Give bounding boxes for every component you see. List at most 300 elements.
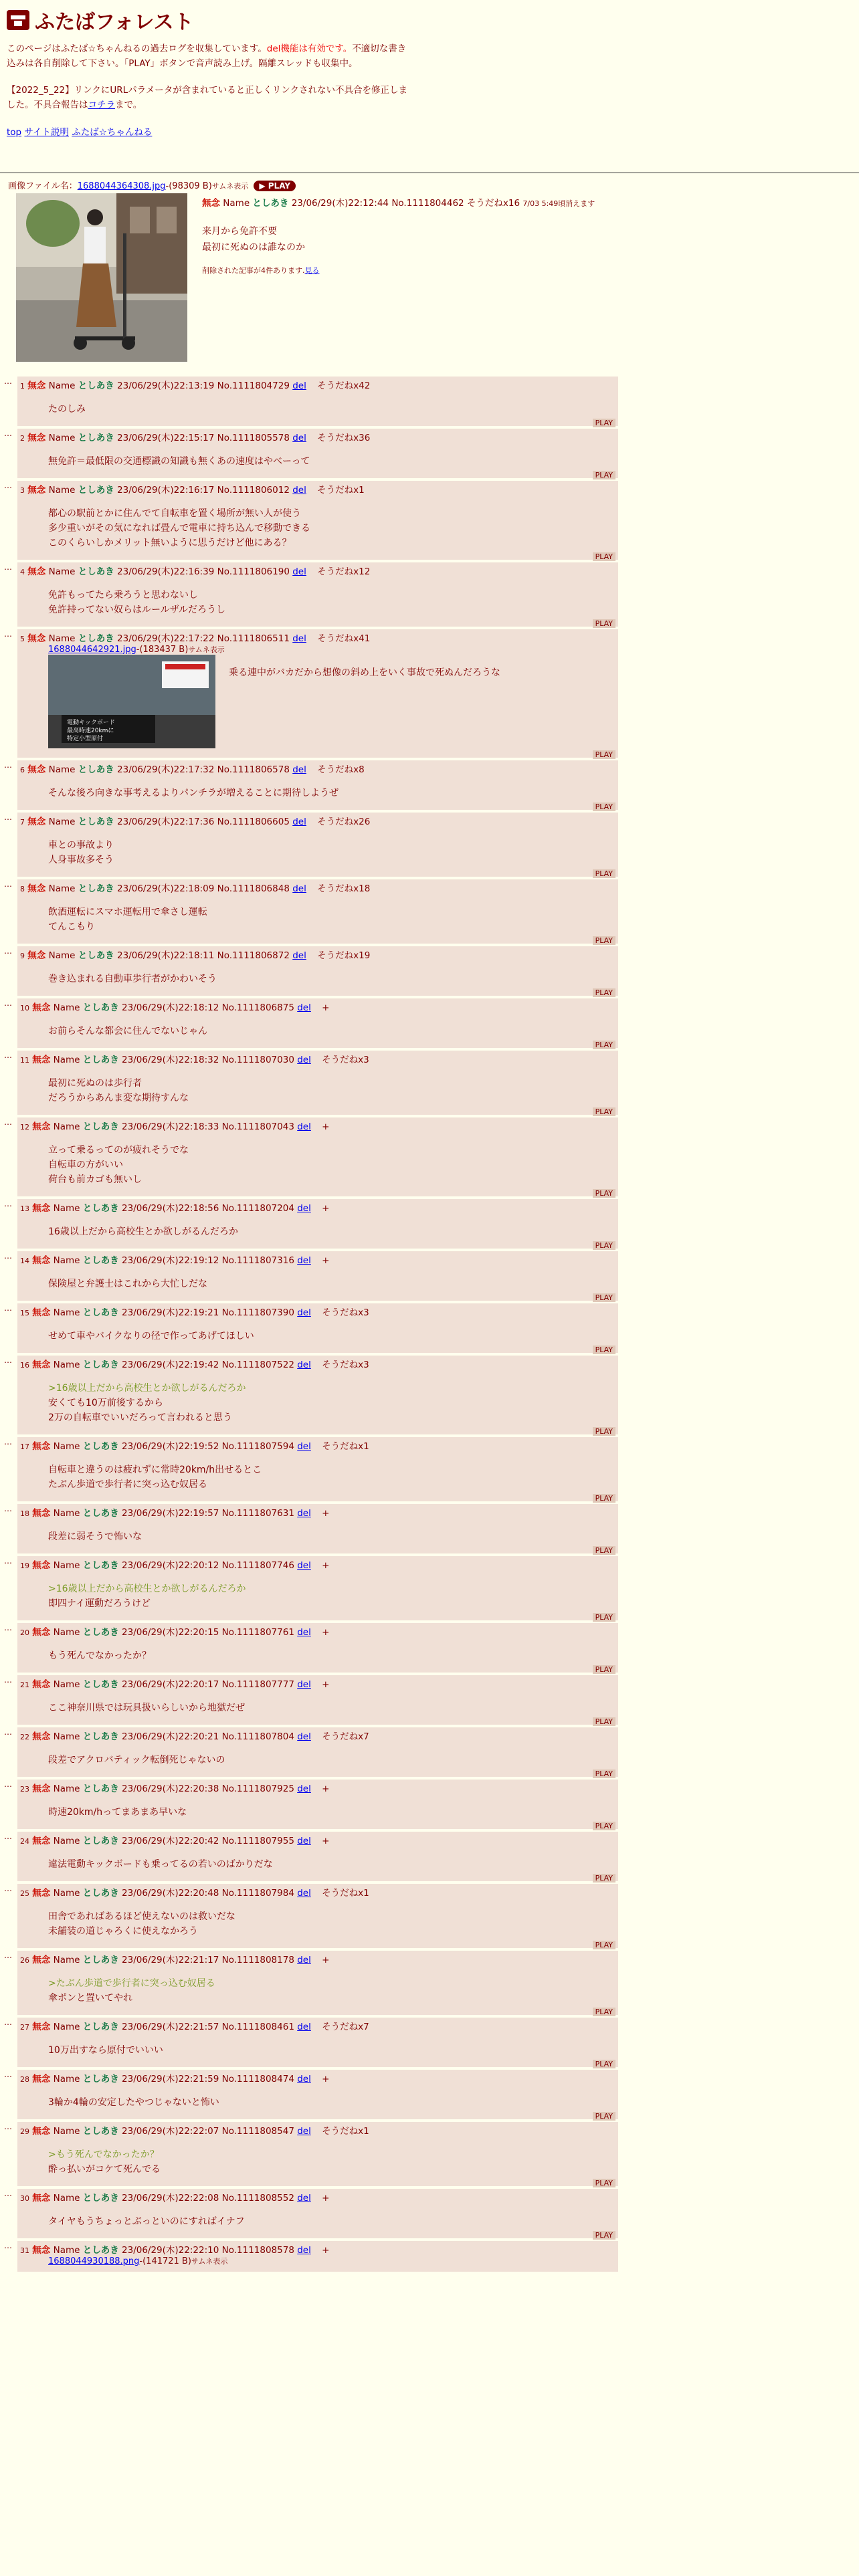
reply-line: 乗る連中がバカだから想像の斜め上をいく事故で死ぬんだろうな — [229, 667, 500, 678]
reply-line: ここ神奈川県では玩具扱いらしいから地獄だぜ — [48, 1703, 245, 1713]
reply-play-button[interactable]: PLAY — [593, 1546, 615, 1555]
reply-title: 無念 — [27, 566, 46, 577]
del-link[interactable]: del — [297, 1360, 311, 1370]
reply-line: 無免許＝最低限の交通標識の知識も無くあの速度はやべーって — [48, 456, 310, 467]
reply-name: としあき — [82, 2074, 119, 2084]
op-file-size: -(98309 B) — [165, 181, 212, 191]
reply-name-label: Name — [53, 2193, 80, 2204]
reply-post — [0, 1051, 859, 1115]
del-link[interactable]: del — [297, 1307, 311, 1318]
op-file-link[interactable]: 1688044364308.jpg — [77, 181, 166, 191]
del-link[interactable]: del — [297, 1255, 311, 1266]
reply-name: としあき — [78, 566, 114, 577]
reply-number: No.1111808474 — [221, 2074, 294, 2084]
reply-text — [17, 2043, 618, 2058]
del-link[interactable]: del — [297, 1955, 311, 1965]
reply-text — [17, 1277, 618, 1291]
reply-line: 車との事故より — [48, 840, 114, 851]
reply-line: 保険屋と弁護士はこれから大忙しだな — [48, 1279, 207, 1289]
reply-play-button[interactable]: PLAY — [593, 1494, 615, 1503]
reply-index: 11 — [20, 1056, 29, 1065]
reply-text — [17, 1463, 618, 1492]
reply-line: 酔っ払いがコケて死んでる — [48, 2164, 161, 2175]
reply-play-button[interactable]: PLAY — [593, 471, 615, 479]
reply-text — [17, 1976, 618, 2006]
reply-post — [0, 1675, 859, 1725]
reply-dots: … — [4, 1556, 12, 1566]
reply-number: No.1111808552 — [221, 2193, 294, 2204]
reply-box — [17, 1727, 618, 1777]
reply-dots: … — [4, 429, 12, 438]
reply-line: 荷台も前カゴも無いし — [48, 1174, 142, 1185]
reply-dots: … — [4, 481, 12, 490]
del-link[interactable]: del — [297, 1627, 311, 1638]
intro-line-1: このページはふたば☆ちゃんねるの過去ログを収集しています。 — [7, 43, 267, 54]
reply-play-button[interactable]: PLAY — [593, 1874, 615, 1883]
del-link[interactable]: del — [297, 1508, 311, 1519]
reply-name-label: Name — [53, 1002, 80, 1013]
reply-post — [0, 1251, 859, 1301]
soudane-plus-button[interactable]: + — [322, 1836, 330, 1846]
reply-name: としあき — [78, 633, 114, 644]
reply-index: 26 — [20, 1956, 29, 1965]
reply-play-button[interactable]: PLAY — [593, 2231, 615, 2240]
nav-top-link[interactable]: top — [7, 127, 22, 138]
reply-play-button[interactable]: PLAY — [593, 936, 615, 945]
reply-number: No.1111807043 — [221, 1121, 294, 1132]
reply-title: 無念 — [32, 1002, 51, 1013]
nav-about-link[interactable]: サイト説明 — [24, 127, 69, 138]
notice-text — [7, 83, 408, 112]
soudane-plus-button[interactable]: + — [322, 1955, 330, 1965]
reply-play-button[interactable]: PLAY — [593, 1665, 615, 1674]
op-soudane[interactable]: そうだねx16 — [466, 198, 520, 209]
del-link[interactable]: del — [297, 1203, 311, 1214]
soudane-plus-button[interactable]: + — [322, 2074, 330, 2084]
reply-play-button[interactable]: PLAY — [593, 1941, 615, 1949]
reply-line: そんな後ろ向きな事考えるよりパンチラが増えることに期待しようぜ — [48, 788, 339, 798]
reply-play-button[interactable]: PLAY — [593, 2112, 615, 2121]
reply-number: No.1111806875 — [221, 1002, 294, 1013]
thumb-note: サムネ表示 — [211, 182, 249, 191]
reply-line: 即四ナイ運動だろうけど — [48, 1598, 151, 1609]
reply-play-button[interactable]: PLAY — [593, 2179, 615, 2187]
reply-number: No.1111808547 — [221, 2126, 294, 2137]
soudane-button[interactable]: そうだねx7 — [322, 2022, 369, 2032]
reply-index: 14 — [20, 1257, 29, 1265]
soudane-plus-button[interactable]: + — [322, 1121, 330, 1132]
soudane-button[interactable]: そうだねx19 — [317, 950, 371, 961]
soudane-button[interactable]: そうだねx1 — [317, 485, 365, 496]
del-link[interactable]: del — [297, 1679, 311, 1690]
del-link[interactable]: del — [297, 1121, 311, 1132]
reply-dots: … — [4, 1623, 12, 1632]
reply-box — [17, 1117, 618, 1196]
soudane-plus-button[interactable]: + — [322, 1002, 330, 1013]
reply-name: としあき — [82, 1560, 119, 1571]
reply-name: としあき — [82, 2193, 119, 2204]
del-link[interactable]: del — [292, 381, 306, 391]
reply-name: としあき — [78, 381, 114, 391]
reply-play-button[interactable]: PLAY — [593, 1769, 615, 1778]
soudane-button[interactable]: そうだねx1 — [322, 1888, 369, 1899]
reply-line: 免許もってたら乗ろうと思わないし — [48, 590, 198, 601]
del-link[interactable]: del — [297, 1836, 311, 1846]
reply-index: 15 — [20, 1309, 29, 1317]
op-title: 無念 — [202, 198, 220, 209]
reply-title: 無念 — [32, 1441, 51, 1452]
reply-play-button[interactable]: PLAY — [593, 552, 615, 561]
reply-head — [17, 1951, 618, 1965]
reply-box — [17, 946, 618, 996]
reply-number: No.1111807522 — [221, 1360, 294, 1370]
reply-name: としあき — [82, 1508, 119, 1519]
reply-play-button[interactable]: PLAY — [593, 1107, 615, 1116]
reply-number: No.1111806872 — [217, 950, 290, 961]
reply-play-button[interactable]: PLAY — [593, 1189, 615, 1198]
reply-post — [0, 377, 859, 426]
reply-title: 無念 — [32, 1307, 51, 1318]
reply-post — [0, 2122, 859, 2186]
op-post — [0, 179, 859, 374]
reply-title: 無念 — [32, 1836, 51, 1846]
reply-box — [17, 1051, 618, 1115]
reply-line: 都心の駅前とかに住んでて自転車を置く場所が無い人が使う — [48, 508, 301, 519]
soudane-plus-button[interactable]: + — [322, 1560, 330, 1571]
reply-text — [17, 1143, 618, 1187]
op-deleted-note — [202, 265, 859, 276]
reply-dots: … — [4, 946, 12, 956]
op-thumbnail-image — [16, 193, 187, 362]
soudane-button[interactable]: そうだねx18 — [317, 883, 371, 894]
reply-title: 無念 — [32, 2245, 51, 2256]
reply-line: 自転車の方がいい — [48, 1160, 123, 1170]
reply-box — [17, 2018, 618, 2067]
soudane-plus-button[interactable]: + — [322, 1627, 330, 1638]
reply-name-label: Name — [53, 1360, 80, 1370]
reply-date: 23/06/29(木)22:20:17 — [122, 1679, 219, 1690]
reply-dots: … — [4, 1675, 12, 1685]
reply-number: No.1111805578 — [217, 433, 290, 443]
del-link[interactable]: del — [292, 883, 306, 894]
reply-dots: … — [4, 377, 12, 386]
del-link[interactable]: del — [292, 764, 306, 775]
deleted-count: 削除された記事が4件あります. — [202, 266, 305, 275]
reply-image-row — [17, 655, 618, 748]
del-link[interactable]: del — [297, 2074, 311, 2084]
reply-name: としあき — [82, 1679, 119, 1690]
reply-play-button[interactable]: PLAY — [593, 1041, 615, 1049]
reply-name: としあき — [82, 1360, 119, 1370]
reply-title: 無念 — [32, 1560, 51, 1571]
op-line-2: 最初に死ぬのは誰なのか — [202, 242, 305, 253]
reply-quote: >もう死んでなかったか？ — [48, 2149, 159, 2160]
reply-head — [17, 429, 618, 443]
reply-play-button[interactable]: PLAY — [593, 1613, 615, 1622]
reply-play-button[interactable]: PLAY — [593, 419, 615, 427]
reply-play-button[interactable]: PLAY — [593, 1427, 615, 1436]
soudane-button[interactable]: そうだねx1 — [322, 1441, 369, 1452]
nav-futaba-link[interactable]: ふたば☆ちゃんねる — [72, 127, 153, 138]
reply-post — [0, 629, 859, 758]
site-header — [0, 0, 859, 138]
reply-title: 無念 — [32, 2074, 51, 2084]
reply-line: 免許持ってない奴らはルールザルだろうし — [48, 605, 226, 615]
file-label: 画像ファイル名： — [8, 181, 78, 191]
reply-date: 23/06/29(木)22:20:21 — [122, 1731, 219, 1742]
reply-dots: … — [4, 1051, 12, 1060]
reply-name-label: Name — [53, 1627, 80, 1638]
reply-line: 未舗装の道じゃろくに使えなかろう — [48, 1926, 198, 1937]
reply-line: たのしみ — [48, 404, 86, 415]
reply-post — [0, 2018, 859, 2067]
reply-number: No.1111807594 — [221, 1441, 294, 1452]
soudane-plus-button[interactable]: + — [322, 1679, 330, 1690]
del-link[interactable]: del — [297, 1731, 311, 1742]
reply-index: 30 — [20, 2194, 29, 2203]
reply-list — [0, 377, 859, 2272]
reply-head — [17, 760, 618, 775]
reply-title: 無念 — [32, 1888, 51, 1899]
op-play-label: PLAY — [268, 181, 291, 191]
reply-name: としあき — [78, 485, 114, 496]
soudane-button[interactable]: そうだねx8 — [317, 764, 365, 775]
reply-head — [17, 1675, 618, 1690]
reply-box — [17, 1675, 618, 1725]
reply-box — [17, 1884, 618, 1948]
del-link[interactable]: del — [297, 2022, 311, 2032]
reply-line: お前らそんな都会に住んでないじゃん — [48, 1026, 207, 1037]
reply-name-label: Name — [48, 817, 76, 827]
soudane-button[interactable]: そうだねx1 — [322, 2126, 369, 2137]
reply-title: 無念 — [32, 1627, 51, 1638]
reply-post — [0, 2241, 859, 2272]
reply-text — [17, 1857, 618, 1872]
soudane-plus-button[interactable]: + — [322, 1255, 330, 1266]
reply-title: 無念 — [27, 633, 46, 644]
reply-date: 23/06/29(木)22:22:07 — [122, 2126, 219, 2137]
reply-date: 23/06/29(木)22:22:10 — [122, 2245, 219, 2256]
soudane-button[interactable]: そうだねx12 — [317, 566, 371, 577]
soudane-button[interactable]: そうだねx3 — [322, 1055, 369, 1065]
reply-dots: … — [4, 998, 12, 1008]
reply-number: No.1111808178 — [221, 1955, 294, 1965]
soudane-button[interactable]: そうだねx26 — [317, 817, 371, 827]
reply-number: No.1111807631 — [221, 1508, 294, 1519]
reply-box — [17, 1356, 618, 1434]
reply-line: 飲酒運転にスマホ運転用で傘さし運転 — [48, 907, 207, 918]
reply-index: 7 — [20, 818, 25, 827]
op-play-button[interactable]: ▶ PLAY — [254, 181, 296, 191]
reply-date: 23/06/29(木)22:20:12 — [122, 1560, 219, 1571]
del-link[interactable]: del — [297, 2245, 311, 2256]
del-link[interactable]: del — [292, 485, 306, 496]
reply-number: No.1111807316 — [221, 1255, 294, 1266]
reply-play-button[interactable]: PLAY — [593, 1346, 615, 1354]
reply-date: 23/06/29(木)22:19:52 — [122, 1441, 219, 1452]
reply-file-size: -(183437 B) — [136, 645, 189, 655]
reply-name: としあき — [82, 1731, 119, 1742]
reply-name: としあき — [82, 1836, 119, 1846]
del-link[interactable]: del — [297, 1055, 311, 1065]
site-title[interactable]: ふたばフォレスト — [35, 11, 194, 34]
reply-play-button[interactable]: PLAY — [593, 2060, 615, 2068]
reply-line: 人身事故多そう — [48, 855, 114, 865]
reply-name-label: Name — [53, 1836, 80, 1846]
reply-title: 無念 — [27, 883, 46, 894]
reply-date: 23/06/29(木)22:13:19 — [117, 381, 215, 391]
reply-post — [0, 1303, 859, 1353]
del-link[interactable]: del — [297, 2193, 311, 2204]
reply-play-button[interactable]: PLAY — [593, 1717, 615, 1726]
reply-line: 自転車と違うのは疲れずに常時20km/h出せるとこ — [48, 1465, 262, 1475]
reply-title: 無念 — [32, 2126, 51, 2137]
reply-dots: … — [4, 2070, 12, 2079]
op-name-label: Name — [223, 198, 250, 209]
soudane-plus-button[interactable]: + — [322, 2245, 330, 2256]
del-link[interactable]: del — [297, 1560, 311, 1571]
reply-text — [17, 2095, 618, 2110]
reply-date: 23/06/29(木)22:16:17 — [117, 485, 215, 496]
soudane-plus-button[interactable]: + — [322, 1203, 330, 1214]
reply-thumbnail[interactable] — [48, 655, 215, 748]
del-link[interactable]: del — [292, 950, 306, 961]
reply-line: てんこもり — [48, 922, 95, 932]
reply-name-label: Name — [53, 1731, 80, 1742]
reply-line: 時速20km/hってまあまあ早いな — [48, 1807, 187, 1818]
reply-number: No.1111808578 — [221, 2245, 294, 2256]
reply-line: もう死んでなかったか？ — [48, 1650, 151, 1661]
reply-title: 無念 — [32, 1203, 51, 1214]
reply-quote: >16歳以上だから高校生とか欲しがるんだろか — [48, 1383, 246, 1394]
reply-date: 23/06/29(木)22:19:12 — [122, 1255, 219, 1266]
reply-play-button[interactable]: PLAY — [593, 802, 615, 811]
reply-title: 無念 — [32, 1508, 51, 1519]
op-thumbnail[interactable] — [16, 193, 187, 362]
reply-name-label: Name — [53, 1679, 80, 1690]
reply-post — [0, 1832, 859, 1881]
reply-text — [17, 2214, 618, 2229]
reply-text — [17, 972, 618, 986]
reply-box — [17, 998, 618, 1048]
reply-play-button[interactable]: PLAY — [593, 869, 615, 878]
del-link[interactable]: del — [297, 1002, 311, 1013]
reply-number: No.1111807746 — [221, 1560, 294, 1571]
reply-title: 無念 — [32, 1360, 51, 1370]
reply-dots: … — [4, 562, 12, 572]
reply-head — [17, 813, 618, 827]
reply-index: 22 — [20, 1733, 29, 1741]
reply-date: 23/06/29(木)22:18:33 — [122, 1121, 219, 1132]
reply-play-button[interactable]: PLAY — [593, 988, 615, 997]
reply-head — [17, 629, 618, 644]
reply-date: 23/06/29(木)22:18:12 — [122, 1002, 219, 1013]
soudane-button[interactable]: そうだねx7 — [322, 1731, 369, 1742]
reply-title: 無念 — [27, 485, 46, 496]
reply-index: 10 — [20, 1004, 29, 1012]
reply-title: 無念 — [32, 1679, 51, 1690]
reply-play-button[interactable]: PLAY — [593, 1822, 615, 1830]
reply-name-label: Name — [53, 1888, 80, 1899]
reply-play-button[interactable]: PLAY — [593, 2008, 615, 2016]
reply-date: 23/06/29(木)22:20:42 — [122, 1836, 219, 1846]
op-name: としあき — [252, 198, 289, 209]
reply-text — [17, 2147, 618, 2177]
reply-name-label: Name — [53, 2074, 80, 2084]
reply-file-link[interactable]: 1688044642921.jpg — [48, 645, 136, 655]
del-link[interactable]: del — [297, 2126, 311, 2137]
reply-post — [0, 1884, 859, 1948]
reply-head — [17, 1117, 618, 1132]
reply-dots: … — [4, 2241, 12, 2250]
reply-head — [17, 1727, 618, 1742]
reply-dots: … — [4, 2122, 12, 2131]
reply-number: No.1111807204 — [221, 1203, 294, 1214]
reply-head — [17, 2122, 618, 2137]
del-link[interactable]: del — [292, 433, 306, 443]
reply-box — [17, 377, 618, 426]
reply-name: としあき — [82, 1121, 119, 1132]
reply-number: No.1111807030 — [221, 1055, 294, 1065]
reply-index: 12 — [20, 1123, 29, 1132]
soudane-button[interactable]: そうだねx3 — [322, 1360, 369, 1370]
reply-name-label: Name — [53, 1508, 80, 1519]
soudane-button[interactable]: そうだねx42 — [317, 381, 371, 391]
reply-play-button[interactable]: PLAY — [593, 1293, 615, 1302]
reply-head — [17, 562, 618, 577]
reply-title: 無念 — [32, 1955, 51, 1965]
reply-play-button[interactable]: PLAY — [593, 1241, 615, 1250]
del-link[interactable]: del — [297, 1888, 311, 1899]
reply-box — [17, 481, 618, 560]
reply-box — [17, 629, 618, 758]
reply-date: 23/06/29(木)22:17:32 — [117, 764, 215, 775]
soudane-plus-button[interactable]: + — [322, 1784, 330, 1794]
reply-dots: … — [4, 1117, 12, 1127]
reply-file-link[interactable]: 1688044930188.png — [48, 2256, 140, 2266]
op-number: No.1111804462 — [391, 198, 464, 209]
reply-head — [17, 1356, 618, 1370]
reply-box — [17, 1303, 618, 1353]
del-link[interactable]: del — [292, 817, 306, 827]
del-link[interactable]: del — [297, 1441, 311, 1452]
bug-report-link[interactable]: コチラ — [88, 100, 115, 110]
op-expire: 7/03 5:49頃消えます — [522, 199, 595, 208]
del-link[interactable]: del — [297, 1784, 311, 1794]
soudane-button[interactable]: そうだねx41 — [317, 633, 371, 644]
soudane-plus-button[interactable]: + — [322, 2193, 330, 2204]
nav-links — [7, 124, 852, 138]
reply-box — [17, 1251, 618, 1301]
del-link[interactable]: del — [292, 566, 306, 577]
show-deleted-link[interactable]: 見る — [304, 266, 320, 275]
reply-number: No.1111808461 — [221, 2022, 294, 2032]
reply-play-button[interactable]: PLAY — [593, 750, 615, 759]
reply-box — [17, 1951, 618, 2015]
intro-text — [7, 41, 408, 71]
reply-thumb-note: サムネ表示 — [191, 2257, 228, 2266]
soudane-button[interactable]: そうだねx36 — [317, 433, 371, 443]
soudane-plus-button[interactable]: + — [322, 1508, 330, 1519]
reply-head — [17, 1437, 618, 1452]
reply-name: としあき — [82, 1002, 119, 1013]
reply-number: No.1111806848 — [217, 883, 290, 894]
reply-date: 23/06/29(木)22:18:56 — [122, 1203, 219, 1214]
reply-name: としあき — [82, 1441, 119, 1452]
del-link[interactable]: del — [292, 633, 306, 644]
reply-play-button[interactable]: PLAY — [593, 619, 615, 628]
soudane-button[interactable]: そうだねx3 — [322, 1307, 369, 1318]
